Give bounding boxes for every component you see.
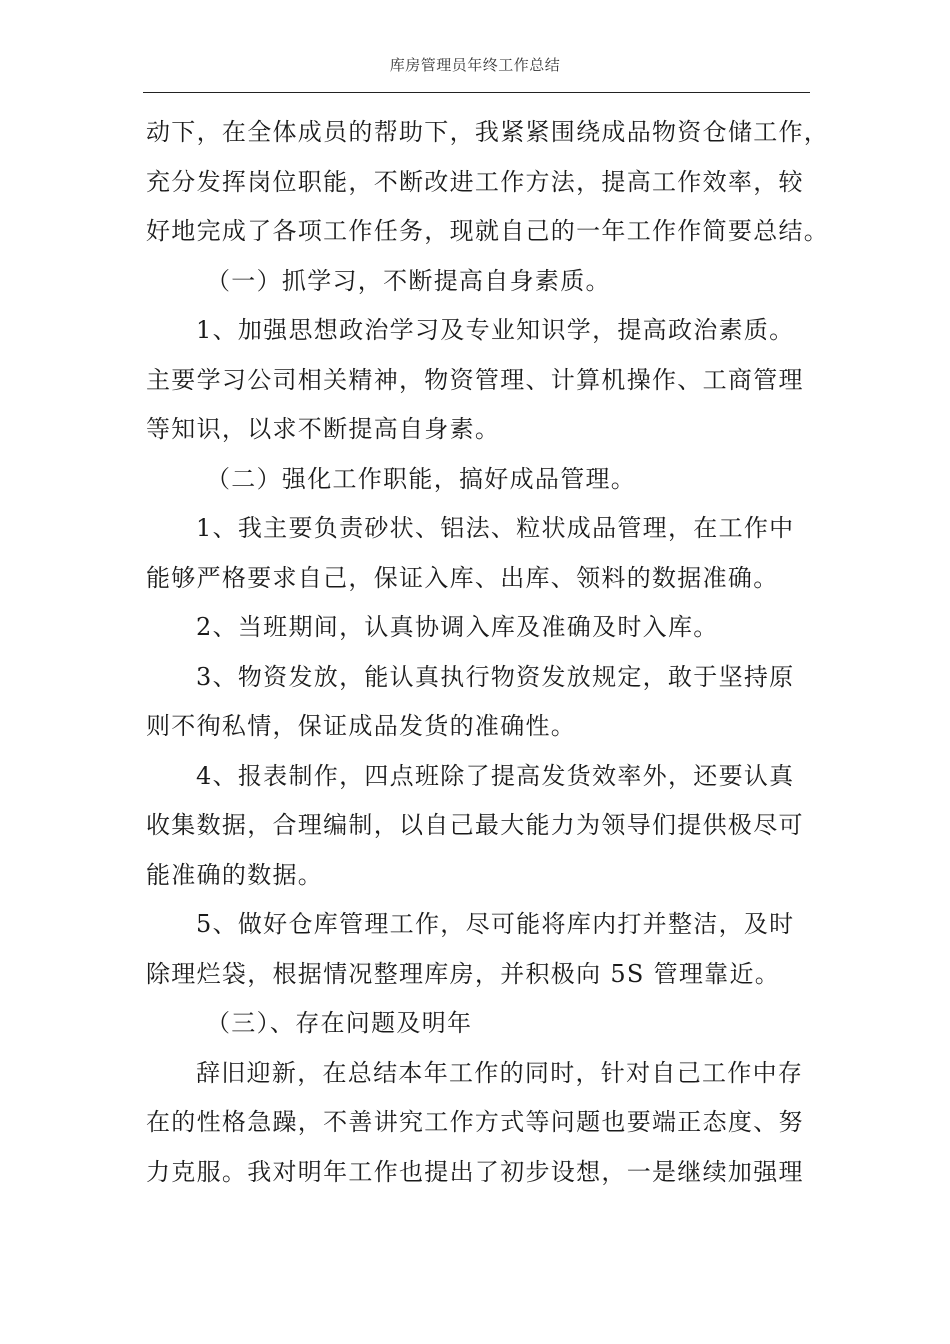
body-line: 能够严格要求自己，保证入库、出库、领料的数据准确。 <box>146 563 779 592</box>
section-heading-3: （三）、存在问题及明年 <box>206 1009 473 1037</box>
body-line: 主要学习公司相关精神，物资管理、计算机操作、工商管理 <box>146 365 804 394</box>
section-heading-2: （二）强化工作职能，搞好成品管理。 <box>206 464 637 493</box>
body-line: 5、做好仓库管理工作，尽可能将库内打并整洁，及时 <box>196 910 795 938</box>
body-line: 等知识，以求不断提高自身素。 <box>146 415 501 443</box>
body-line: 2、当班期间，认真协调入库及准确及时入库。 <box>196 613 719 641</box>
body-line: 收集数据，合理编制，以自己最大能力为领导们提供极尽可 <box>146 811 804 839</box>
body-line: 充分发挥岗位职能，不断改进工作方法，提高工作效率，较 <box>146 167 804 196</box>
body-line: 动下，在全体成员的帮助下，我紧紧围绕成品物资仓储工作， <box>146 118 830 146</box>
body-line: 除理烂袋，根据情况整理库房，并积极向 5S 管理靠近。 <box>146 959 781 988</box>
body-line: 3、物资发放，能认真执行物资发放规定，敢于坚持原 <box>196 662 795 691</box>
section-heading-1: （一）抓学习，不断提高自身素质。 <box>206 266 611 295</box>
header-divider <box>143 92 810 93</box>
page-header-title: 库房管理员年终工作总结 <box>389 56 561 74</box>
body-line: 能准确的数据。 <box>146 860 324 889</box>
body-line: 在的性格急躁，不善讲究工作方式等问题也要端正态度、努 <box>146 1108 804 1136</box>
document-body <box>146 108 830 1197</box>
body-line: 好地完成了各项工作任务，现就自己的一年工作作简要总结。 <box>146 217 830 245</box>
body-line: 则不徇私情，保证成品发货的准确性。 <box>146 712 577 740</box>
body-line: 辞旧迎新，在总结本年工作的同时，针对自己工作中存 <box>196 1058 804 1087</box>
body-line: 力克服。我对明年工作也提出了初步设想，一是继续加强理 <box>146 1157 804 1186</box>
body-line: 1、加强思想政治学习及专业知识学，提高政治素质。 <box>196 316 795 344</box>
body-line: 1、我主要负责砂状、铝法、粒状成品管理，在工作中 <box>196 514 795 542</box>
body-line: 4、报表制作，四点班除了提高发货效率外，还要认真 <box>196 761 795 790</box>
